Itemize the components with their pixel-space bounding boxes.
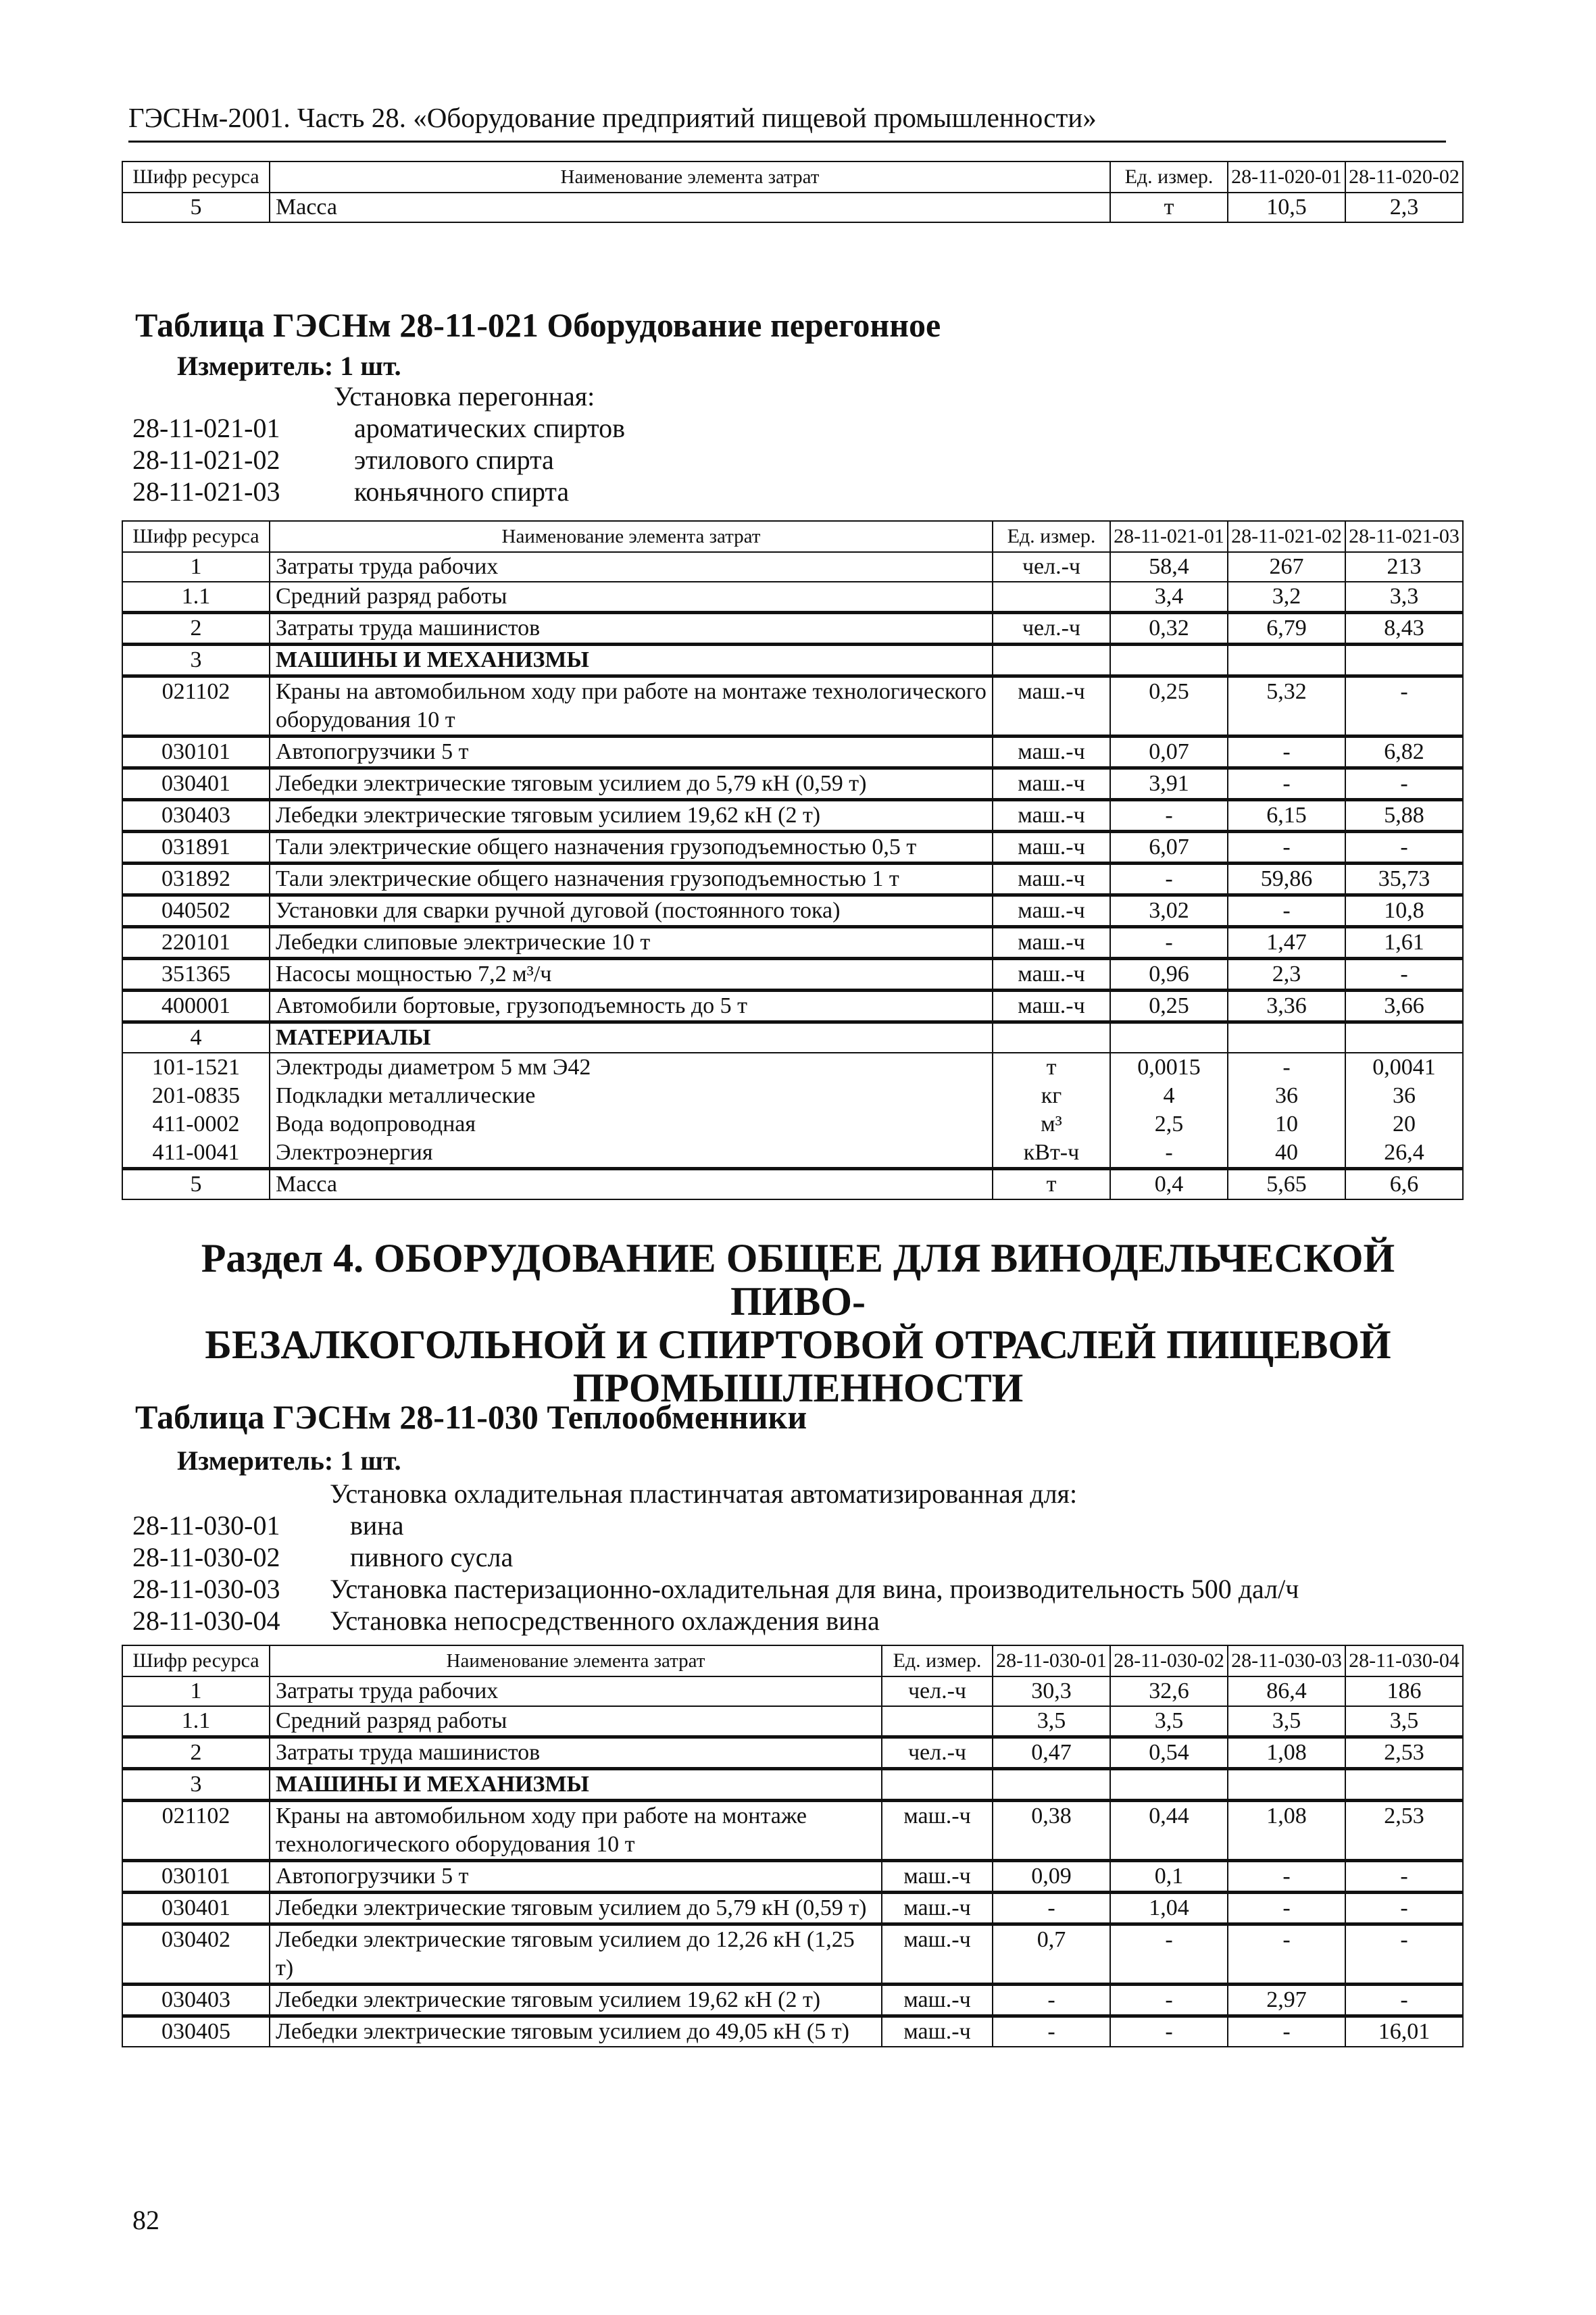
cost-element-cell: Тали электрические общего назначения грузоподъемностью 0,5 т <box>270 832 993 864</box>
value-cell: 1,08 <box>1228 1737 1345 1769</box>
cost-element-cell: Лебедки слиповые электрические 10 т <box>270 927 993 959</box>
table-header-row <box>122 161 1463 193</box>
table-28-11-020-tail <box>122 161 1464 223</box>
column-header: 28-11-020-01 <box>1228 161 1345 193</box>
value-cell: 6,07 <box>1110 832 1228 864</box>
variant-name: этилового спирта <box>354 445 554 475</box>
unit-cell: маш.-ч <box>993 959 1110 991</box>
value-cell: 0,25 <box>1110 991 1228 1022</box>
resource-code-cell: 030403 <box>122 1985 270 2016</box>
value-cell: 186 <box>1345 1676 1463 1706</box>
cost-element-cell: Средний разряд работы <box>270 1706 882 1737</box>
variant-name: вина <box>350 1510 404 1541</box>
value-cell <box>1345 1022 1463 1053</box>
column-header: Шифр ресурса <box>122 1645 270 1676</box>
table-row <box>122 582 1463 613</box>
table-header-row <box>122 1645 1463 1676</box>
cost-element-cell: Затраты труда рабочих <box>270 1676 882 1706</box>
unit-cell <box>993 645 1110 676</box>
value-cell: - <box>1110 927 1228 959</box>
resource-code-cell: 030101 <box>122 1861 270 1893</box>
unit-cell: кг <box>993 1082 1110 1110</box>
value-cell: 58,4 <box>1110 552 1228 582</box>
value-cell: 0,0041 <box>1345 1053 1463 1082</box>
resource-code-cell: 101-1521 <box>122 1053 270 1082</box>
value-cell: 0,54 <box>1110 1737 1228 1769</box>
resource-code-cell: 1 <box>122 552 270 582</box>
table-row <box>122 927 1463 959</box>
value-cell: 213 <box>1345 552 1463 582</box>
value-cell <box>1345 1769 1463 1801</box>
value-cell: - <box>1228 832 1345 864</box>
value-cell: 0,7 <box>993 1924 1110 1985</box>
table-row <box>122 193 1463 222</box>
table-meter: Измеритель: 1 шт. <box>177 1445 401 1476</box>
value-cell: 3,3 <box>1345 582 1463 613</box>
unit-cell: т <box>993 1053 1110 1082</box>
value-cell: 3,91 <box>1110 768 1228 800</box>
cost-element-cell: Краны на автомобильном ходу при работе на монтаже технологического оборудования 10 т <box>270 1801 882 1861</box>
resource-code-cell: 021102 <box>122 1801 270 1861</box>
value-cell: 8,43 <box>1345 613 1463 645</box>
value-cell: 3,02 <box>1110 895 1228 927</box>
value-cell: 20 <box>1345 1110 1463 1139</box>
value-cell: - <box>1228 1893 1345 1924</box>
table-row <box>122 991 1463 1022</box>
value-cell: - <box>1110 1924 1228 1985</box>
value-cell: 1,08 <box>1228 1801 1345 1861</box>
table-row <box>122 1139 1463 1169</box>
column-header: Шифр ресурса <box>122 521 270 552</box>
resource-code-cell: 351365 <box>122 959 270 991</box>
resource-code-cell: 5 <box>122 1169 270 1200</box>
value-cell: 3,5 <box>1345 1706 1463 1737</box>
table-row <box>122 552 1463 582</box>
column-header: Ед. измер. <box>993 521 1110 552</box>
cost-element-cell: Лебедки электрические тяговым усилием до 5,79 кН (0,59 т) <box>270 1893 882 1924</box>
value-cell: 1,61 <box>1345 927 1463 959</box>
table-row <box>122 1924 1463 1985</box>
cost-element-cell: Масса <box>270 193 1110 222</box>
value-cell: 0,47 <box>993 1737 1110 1769</box>
cost-element-cell: Средний разряд работы <box>270 582 993 613</box>
value-cell: 6,79 <box>1228 613 1345 645</box>
value-cell: 4 <box>1110 1082 1228 1110</box>
table-row <box>122 1893 1463 1924</box>
column-header: Наименование элемента затрат <box>270 1645 882 1676</box>
value-cell: 0,0015 <box>1110 1053 1228 1082</box>
value-cell: 6,6 <box>1345 1169 1463 1200</box>
cost-element-cell: Автопогрузчики 5 т <box>270 1861 882 1893</box>
resource-code-cell: 411-0002 <box>122 1110 270 1139</box>
value-cell: 5,65 <box>1228 1169 1345 1200</box>
unit-cell: маш.-ч <box>882 1893 993 1924</box>
unit-cell: маш.-ч <box>993 832 1110 864</box>
cost-element-cell: МАШИНЫ И МЕХАНИЗМЫ <box>270 1769 882 1801</box>
resource-code-cell: 3 <box>122 645 270 676</box>
value-cell: 6,15 <box>1228 800 1345 832</box>
value-cell: 3,36 <box>1228 991 1345 1022</box>
value-cell: 36 <box>1228 1082 1345 1110</box>
variant-name: ароматических спиртов <box>354 413 625 443</box>
cost-element-cell: МАТЕРИАЛЫ <box>270 1022 993 1053</box>
column-header: 28-11-021-02 <box>1228 521 1345 552</box>
column-header: Наименование элемента затрат <box>270 521 993 552</box>
cost-element-cell: Установки для сварки ручной дуговой (постоянного тока) <box>270 895 993 927</box>
table-row <box>122 645 1463 676</box>
value-cell: 10,8 <box>1345 895 1463 927</box>
column-header: 28-11-021-03 <box>1345 521 1463 552</box>
table-header-row <box>122 521 1463 552</box>
resource-code-cell: 030401 <box>122 768 270 800</box>
table-row <box>122 864 1463 895</box>
value-cell: - <box>1345 1985 1463 2016</box>
cost-element-cell: Затраты труда машинистов <box>270 613 993 645</box>
value-cell: - <box>1228 1861 1345 1893</box>
resource-code-cell: 021102 <box>122 676 270 737</box>
table-row <box>122 1985 1463 2016</box>
unit-cell: маш.-ч <box>882 2016 993 2047</box>
value-cell: - <box>1345 959 1463 991</box>
table-row <box>122 1737 1463 1769</box>
value-cell: 0,25 <box>1110 676 1228 737</box>
variant-row <box>132 412 625 444</box>
value-cell: 5,88 <box>1345 800 1463 832</box>
variant-row <box>132 1605 1299 1637</box>
value-cell: 2,53 <box>1345 1801 1463 1861</box>
column-header: Наименование элемента затрат <box>270 161 1110 193</box>
table-row <box>122 1801 1463 1861</box>
unit-cell: маш.-ч <box>882 1801 993 1861</box>
resource-code-cell: 030405 <box>122 2016 270 2047</box>
value-cell: 0,96 <box>1110 959 1228 991</box>
unit-cell: кВт-ч <box>993 1139 1110 1169</box>
value-cell: - <box>1228 2016 1345 2047</box>
value-cell: 5,32 <box>1228 676 1345 737</box>
unit-cell: маш.-ч <box>882 1861 993 1893</box>
value-cell: 40 <box>1228 1139 1345 1169</box>
unit-cell: маш.-ч <box>993 864 1110 895</box>
value-cell: - <box>1228 895 1345 927</box>
table-title: Таблица ГЭСНм 28-11-021 Оборудование перегонное <box>135 306 941 344</box>
cost-element-cell: Электроды диаметром 5 мм Э42 <box>270 1053 993 1082</box>
table-row <box>122 832 1463 864</box>
value-cell: 3,5 <box>1228 1706 1345 1737</box>
variant-intro: Установка охладительная пластинчатая автоматизированная для: <box>330 1478 1078 1509</box>
cost-element-cell: Лебедки электрические тяговым усилием до 5,79 кН (0,59 т) <box>270 768 993 800</box>
page-number: 82 <box>132 2205 159 2235</box>
unit-cell: маш.-ч <box>993 927 1110 959</box>
cost-element-cell: Автопогрузчики 5 т <box>270 737 993 768</box>
value-cell: 0,1 <box>1110 1861 1228 1893</box>
value-cell: 10 <box>1228 1110 1345 1139</box>
column-header: Ед. измер. <box>882 1645 993 1676</box>
value-cell: 3,5 <box>993 1706 1110 1737</box>
cost-element-cell: Автомобили бортовые, грузоподъемность до 5 т <box>270 991 993 1022</box>
value-cell: 0,32 <box>1110 613 1228 645</box>
table-row <box>122 613 1463 645</box>
value-cell <box>1110 1022 1228 1053</box>
value-cell <box>1110 645 1228 676</box>
value-cell: 10,5 <box>1228 193 1345 222</box>
unit-cell <box>882 1769 993 1801</box>
column-header: Шифр ресурса <box>122 161 270 193</box>
value-cell: 0,4 <box>1110 1169 1228 1200</box>
variant-code: 28-11-021-01 <box>132 413 280 443</box>
variant-list <box>132 380 625 507</box>
table-row <box>122 1022 1463 1053</box>
value-cell: - <box>1110 800 1228 832</box>
table-row <box>122 1769 1463 1801</box>
unit-cell: м³ <box>993 1110 1110 1139</box>
value-cell: 3,4 <box>1110 582 1228 613</box>
unit-cell: чел.-ч <box>882 1737 993 1769</box>
unit-cell: маш.-ч <box>993 768 1110 800</box>
value-cell: 59,86 <box>1228 864 1345 895</box>
cost-element-cell: Затраты труда рабочих <box>270 552 993 582</box>
resource-code-cell: 400001 <box>122 991 270 1022</box>
cost-element-cell: МАШИНЫ И МЕХАНИЗМЫ <box>270 645 993 676</box>
unit-cell <box>993 1022 1110 1053</box>
resource-code-cell: 031891 <box>122 832 270 864</box>
resource-code-cell: 1.1 <box>122 1706 270 1737</box>
value-cell: - <box>1228 1053 1345 1082</box>
table-row <box>122 959 1463 991</box>
unit-cell: маш.-ч <box>882 1924 993 1985</box>
table-meter: Измеритель: 1 шт. <box>177 351 401 381</box>
value-cell: - <box>1228 768 1345 800</box>
table-row <box>122 768 1463 800</box>
value-cell <box>1228 645 1345 676</box>
variant-code: 28-11-021-02 <box>132 445 280 475</box>
cost-element-cell: Электроэнергия <box>270 1139 993 1169</box>
value-cell <box>1228 1022 1345 1053</box>
value-cell: 6,82 <box>1345 737 1463 768</box>
unit-cell: маш.-ч <box>882 1985 993 2016</box>
value-cell: 2,3 <box>1228 959 1345 991</box>
unit-cell: маш.-ч <box>993 991 1110 1022</box>
variant-name: Установка пастеризационно-охладительная для вина, производительность 500 дал/ч <box>330 1574 1299 1604</box>
unit-cell <box>882 1706 993 1737</box>
cost-element-cell: Насосы мощностью 7,2 м³/ч <box>270 959 993 991</box>
unit-cell <box>993 582 1110 613</box>
value-cell: 2,53 <box>1345 1737 1463 1769</box>
cost-element-cell: Масса <box>270 1169 993 1200</box>
resource-code-cell: 5 <box>122 193 270 222</box>
unit-cell: чел.-ч <box>993 613 1110 645</box>
table-28-11-021 <box>122 520 1464 1200</box>
value-cell: - <box>1110 1139 1228 1169</box>
resource-code-cell: 201-0835 <box>122 1082 270 1110</box>
value-cell: 267 <box>1228 552 1345 582</box>
value-cell: 3,5 <box>1110 1706 1228 1737</box>
variant-row <box>132 476 625 507</box>
unit-cell: чел.-ч <box>993 552 1110 582</box>
resource-code-cell: 1 <box>122 1676 270 1706</box>
column-header: 28-11-030-04 <box>1345 1645 1463 1676</box>
value-cell: 2,97 <box>1228 1985 1345 2016</box>
table-row <box>122 1169 1463 1200</box>
cost-element-cell: Затраты труда машинистов <box>270 1737 882 1769</box>
value-cell: 86,4 <box>1228 1676 1345 1706</box>
value-cell: 16,01 <box>1345 2016 1463 2047</box>
variant-row <box>132 1573 1299 1605</box>
table-28-11-030 <box>122 1645 1464 2047</box>
resource-code-cell: 3 <box>122 1769 270 1801</box>
value-cell: - <box>1228 737 1345 768</box>
cost-element-cell: Лебедки электрические тяговым усилием 19,62 кН (2 т) <box>270 1985 882 2016</box>
running-header: ГЭСНм-2001. Часть 28. «Оборудование предприятий пищевой промышленности» <box>128 101 1446 143</box>
value-cell: 32,6 <box>1110 1676 1228 1706</box>
value-cell <box>1345 645 1463 676</box>
value-cell: - <box>1345 768 1463 800</box>
value-cell: 3,66 <box>1345 991 1463 1022</box>
table-row <box>122 895 1463 927</box>
unit-cell: маш.-ч <box>993 737 1110 768</box>
cost-element-cell: Лебедки электрические тяговым усилием до 49,05 кН (5 т) <box>270 2016 882 2047</box>
unit-cell: маш.-ч <box>993 895 1110 927</box>
value-cell <box>1228 1769 1345 1801</box>
cost-element-cell: Подкладки металлические <box>270 1082 993 1110</box>
value-cell: 1,04 <box>1110 1893 1228 1924</box>
table-title: Таблица ГЭСНм 28-11-030 Теплообменники <box>135 1398 807 1436</box>
unit-cell: маш.-ч <box>993 800 1110 832</box>
value-cell <box>993 1769 1110 1801</box>
variant-row <box>132 1510 1299 1541</box>
table-row <box>122 1706 1463 1737</box>
variant-code: 28-11-021-03 <box>132 476 280 507</box>
unit-cell: т <box>1110 193 1228 222</box>
column-header: 28-11-020-02 <box>1345 161 1463 193</box>
variant-list <box>132 1478 1299 1637</box>
section-title-line: БЕЗАЛКОГОЛЬНОЙ И СПИРТОВОЙ ОТРАСЛЕЙ ПИЩЕВОЙ <box>205 1322 1391 1367</box>
resource-code-cell: 1.1 <box>122 582 270 613</box>
value-cell <box>1110 1769 1228 1801</box>
value-cell: 0,44 <box>1110 1801 1228 1861</box>
section-title <box>135 1237 1461 1410</box>
cost-element-cell: Вода водопроводная <box>270 1110 993 1139</box>
resource-code-cell: 040502 <box>122 895 270 927</box>
resource-code-cell: 2 <box>122 613 270 645</box>
column-header: 28-11-021-01 <box>1110 521 1228 552</box>
column-header: Ед. измер. <box>1110 161 1228 193</box>
resource-code-cell: 220101 <box>122 927 270 959</box>
variant-name: Установка непосредственного охлаждения вина <box>330 1605 880 1636</box>
unit-cell: чел.-ч <box>882 1676 993 1706</box>
resource-code-cell: 030101 <box>122 737 270 768</box>
variant-code: 28-11-030-03 <box>132 1574 280 1604</box>
unit-cell: маш.-ч <box>993 676 1110 737</box>
resource-code-cell: 030403 <box>122 800 270 832</box>
value-cell: - <box>1345 832 1463 864</box>
value-cell: - <box>993 1893 1110 1924</box>
value-cell: 2,5 <box>1110 1110 1228 1139</box>
table-row <box>122 1110 1463 1139</box>
section-title-line: Раздел 4. ОБОРУДОВАНИЕ ОБЩЕЕ ДЛЯ ВИНОДЕЛЬЧЕСКОЙ ПИВО- <box>201 1236 1395 1324</box>
table-row <box>122 800 1463 832</box>
value-cell: 3,2 <box>1228 582 1345 613</box>
section-title-line: ПРОМЫШЛЕННОСТИ <box>572 1366 1024 1410</box>
value-cell: - <box>993 2016 1110 2047</box>
value-cell: - <box>1345 1893 1463 1924</box>
value-cell: - <box>1228 1924 1345 1985</box>
table-row <box>122 1053 1463 1082</box>
cost-element-cell: Краны на автомобильном ходу при работе на монтаже технологического оборудования 10 т <box>270 676 993 737</box>
variant-row <box>132 444 625 476</box>
variant-code: 28-11-030-04 <box>132 1605 280 1636</box>
value-cell: - <box>993 1985 1110 2016</box>
unit-cell: т <box>993 1169 1110 1200</box>
table-row <box>122 1861 1463 1893</box>
resource-code-cell: 030401 <box>122 1893 270 1924</box>
cost-element-cell: Лебедки электрические тяговым усилием 19,62 кН (2 т) <box>270 800 993 832</box>
value-cell: - <box>1345 1924 1463 1985</box>
resource-code-cell: 4 <box>122 1022 270 1053</box>
value-cell: 35,73 <box>1345 864 1463 895</box>
value-cell: - <box>1110 864 1228 895</box>
table-row <box>122 737 1463 768</box>
resource-code-cell: 2 <box>122 1737 270 1769</box>
value-cell: 0,38 <box>993 1801 1110 1861</box>
value-cell: 1,47 <box>1228 927 1345 959</box>
resource-code-cell: 411-0041 <box>122 1139 270 1169</box>
value-cell: 2,3 <box>1345 193 1463 222</box>
table-row <box>122 1082 1463 1110</box>
column-header: 28-11-030-03 <box>1228 1645 1345 1676</box>
resource-code-cell: 031892 <box>122 864 270 895</box>
value-cell: - <box>1345 676 1463 737</box>
cost-element-cell: Тали электрические общего назначения грузоподъемностью 1 т <box>270 864 993 895</box>
column-header: 28-11-030-01 <box>993 1645 1110 1676</box>
resource-code-cell: 030402 <box>122 1924 270 1985</box>
variant-intro: Установка перегонная: <box>334 381 595 412</box>
value-cell: - <box>1110 2016 1228 2047</box>
table-row <box>122 1676 1463 1706</box>
value-cell: - <box>1110 1985 1228 2016</box>
table-row <box>122 676 1463 737</box>
value-cell: 0,09 <box>993 1861 1110 1893</box>
variant-name: коньячного спирта <box>354 476 570 507</box>
variant-code: 28-11-030-01 <box>132 1510 280 1541</box>
variant-row <box>132 1541 1299 1573</box>
value-cell: 30,3 <box>993 1676 1110 1706</box>
variant-code: 28-11-030-02 <box>132 1542 280 1572</box>
table-row <box>122 2016 1463 2047</box>
value-cell: - <box>1345 1861 1463 1893</box>
variant-name: пивного сусла <box>350 1542 514 1572</box>
column-header: 28-11-030-02 <box>1110 1645 1228 1676</box>
cost-element-cell: Лебедки электрические тяговым усилием до 12,26 кН (1,25 т) <box>270 1924 882 1985</box>
value-cell: 26,4 <box>1345 1139 1463 1169</box>
value-cell: 0,07 <box>1110 737 1228 768</box>
value-cell: 36 <box>1345 1082 1463 1110</box>
